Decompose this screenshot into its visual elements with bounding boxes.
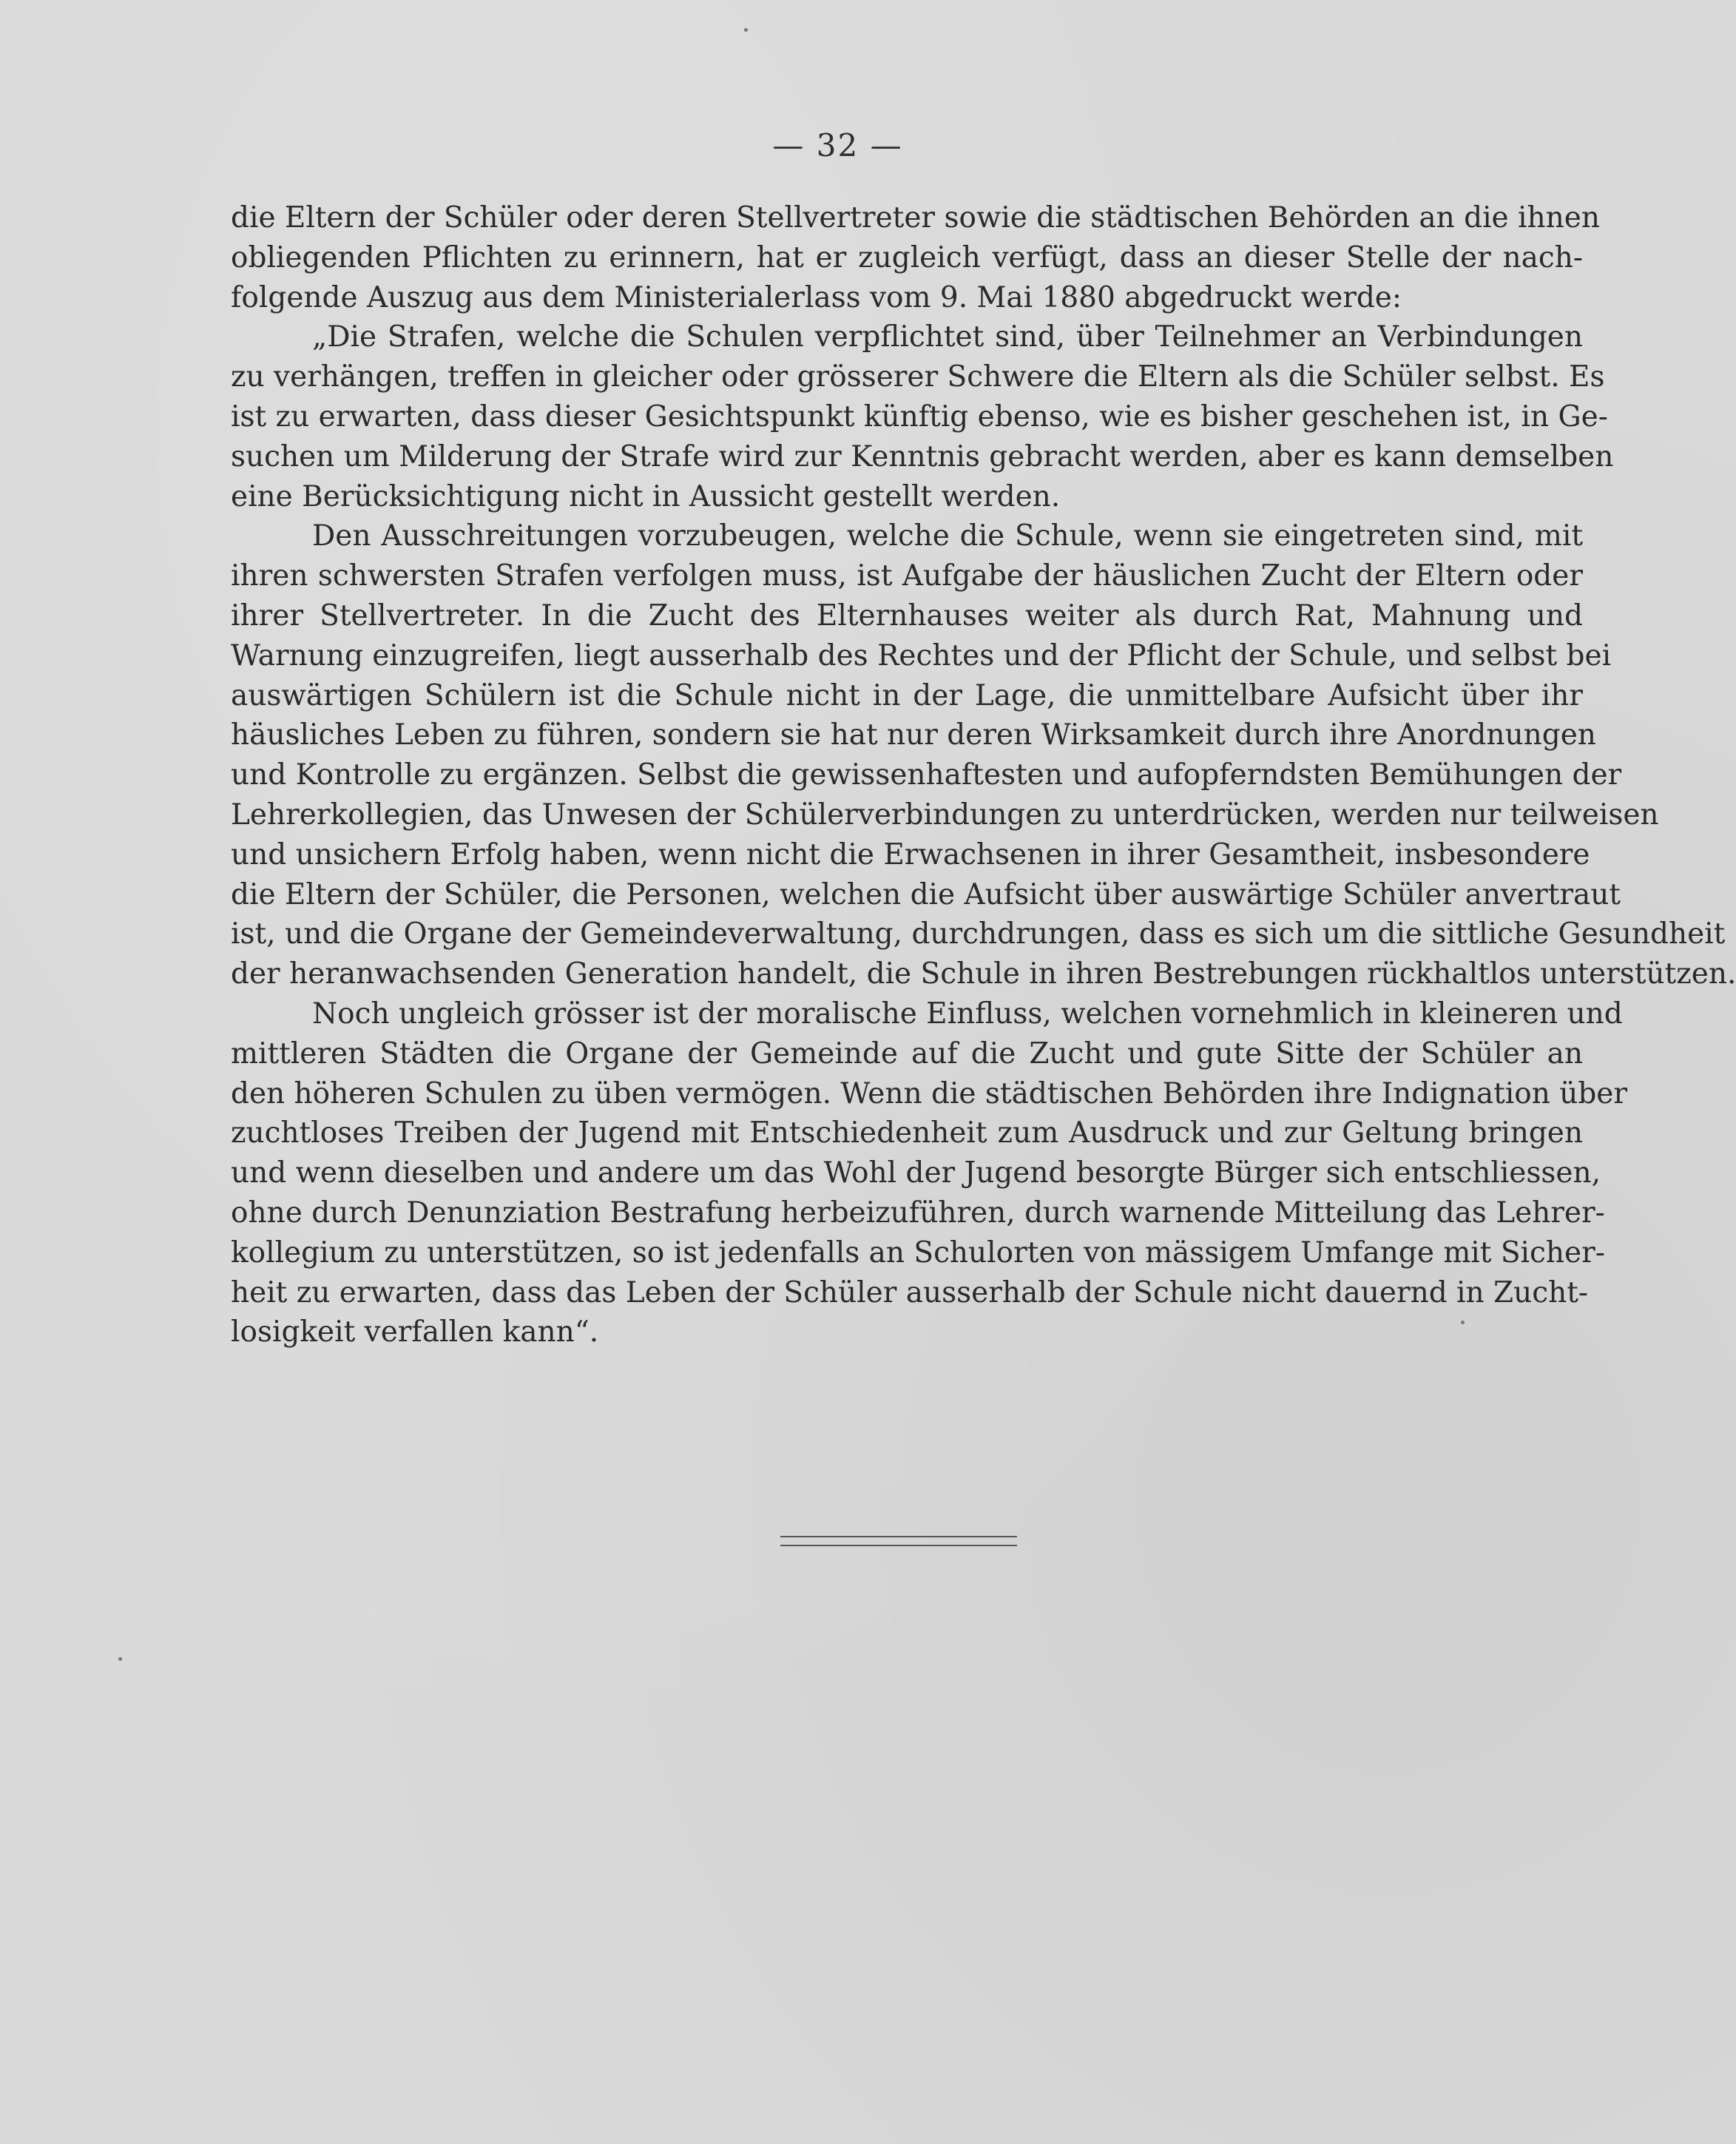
text-line: mittleren Städten die Organe der Gemeinde auf die Zucht und gute Sitte der Schüler an — [231, 1036, 1583, 1071]
text-line: Warnung einzugreifen, liegt ausserhalb des Rechtes und der Pflicht der Schule, und selbst bei — [231, 638, 1612, 672]
text-line: die Eltern der Schüler, die Personen, welchen die Aufsicht über auswärtige Schüler anvertraut — [231, 877, 1621, 911]
scan-speck — [1461, 1321, 1465, 1324]
text-line: häusliches Leben zu führen, sondern sie hat nur deren Wirksamkeit durch ihre Anordnungen — [231, 718, 1596, 752]
text-line: heit zu erwarten, dass das Leben der Schüler ausserhalb der Schule nicht dauernd in Zucht- — [231, 1275, 1589, 1309]
text-line: zuchtloses Treiben der Jugend mit Entschiedenheit zum Ausdruck und zur Geltung bringen — [231, 1116, 1583, 1150]
text-line: ihrer Stellvertreter. In die Zucht des Elternhauses weiter als durch Rat, Mahnung und — [231, 599, 1583, 633]
page-number: — 32 — — [772, 127, 903, 164]
text-line: Noch ungleich grösser ist der moralische Einfluss, welchen vornehmlich in kleineren und — [312, 997, 1623, 1031]
text-line: eine Berücksichtigung nicht in Aussicht gestellt werden. — [231, 479, 1061, 513]
text-line: ohne durch Denunziation Bestrafung herbeizuführen, durch warnende Mitteilung das Lehrer- — [231, 1196, 1605, 1230]
text-line: und wenn dieselben und andere um das Wohl der Jugend besorgte Bürger sich entschliessen, — [231, 1156, 1601, 1190]
text-line: ihren schwersten Strafen verfolgen muss, ist Aufgabe der häuslichen Zucht der Eltern oder — [231, 559, 1583, 593]
text-line: losigkeit verfallen kann“. — [231, 1315, 599, 1349]
section-divider-rule — [780, 1536, 1017, 1546]
text-line: den höheren Schulen zu üben vermögen. Wenn die städtischen Behörden ihre Indignation über — [231, 1076, 1628, 1110]
body-text — [231, 198, 1736, 1352]
text-line: auswärtigen Schülern ist die Schule nicht in der Lage, die unmittelbare Aufsicht über ihr — [231, 678, 1583, 712]
text-line: ist zu erwarten, dass dieser Gesichtspunkt künftig ebenso, wie es bisher geschehen ist, in Ge- — [231, 400, 1608, 434]
text-line: die Eltern der Schüler oder deren Stellvertreter sowie die städtischen Behörden an die ihnen — [231, 201, 1600, 235]
text-line: Lehrerkollegien, das Unwesen der Schülerverbindungen zu unterdrücken, werden nur teilweisen — [231, 798, 1659, 832]
text-line: der heranwachsenden Generation handelt, die Schule in ihren Bestrebungen rückhaltlos unterstützen. — [231, 957, 1736, 991]
text-line: ist, und die Organe der Gemeindeverwaltung, durchdrungen, dass es sich um die sittliche Gesundheit — [231, 917, 1726, 951]
text-line: Den Ausschreitungen vorzubeugen, welche die Schule, wenn sie eingetreten sind, mit — [312, 519, 1583, 553]
scan-speck — [118, 1657, 122, 1661]
text-line: kollegium zu unterstützen, so ist jedenfalls an Schulorten von mässigem Umfange mit Sicher- — [231, 1236, 1605, 1270]
text-line: folgende Auszug aus dem Ministerialerlass vom 9. Mai 1880 abgedruckt werde: — [231, 280, 1402, 314]
text-line: obliegenden Pflichten zu erinnern, hat er zugleich verfügt, dass an dieser Stelle der nach- — [231, 240, 1583, 274]
text-line: suchen um Milderung der Strafe wird zur Kenntnis gebracht werden, aber es kann demselben — [231, 439, 1614, 473]
scan-speck — [744, 28, 748, 32]
text-line: zu verhängen, treffen in gleicher oder grösserer Schwere die Eltern als die Schüler selbst. Es — [231, 360, 1605, 394]
text-line: und unsichern Erfolg haben, wenn nicht die Erwachsenen in ihrer Gesamtheit, insbesondere — [231, 837, 1590, 872]
text-line: „Die Strafen, welche die Schulen verpflichtet sind, über Teilnehmer an Verbindungen — [312, 320, 1583, 354]
text-line: und Kontrolle zu ergänzen. Selbst die gewissenhaftesten und aufopferndsten Bemühungen der — [231, 758, 1622, 792]
